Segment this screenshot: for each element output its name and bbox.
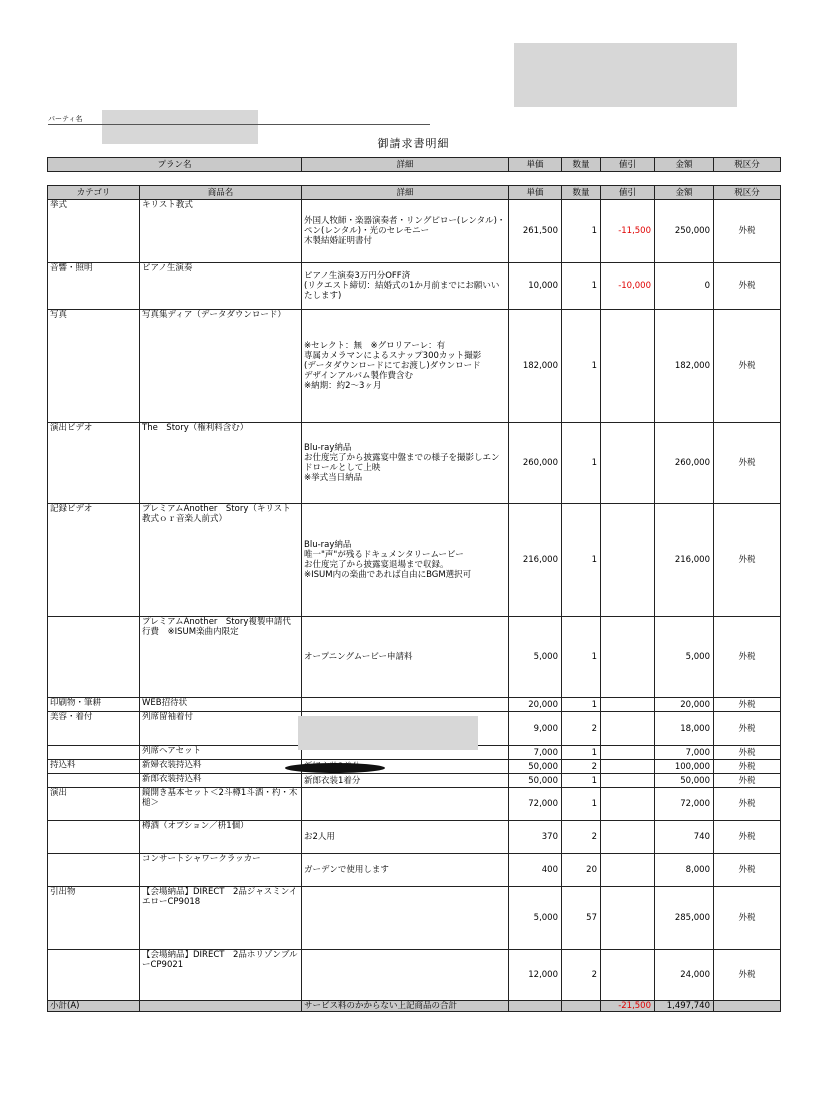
row-detail: Blu-ray納品 唯一"声"が残るドキュメンタリームービー お仕度完了から披露宴退場まで収録。 ※ISUM内の楽曲であれば自由にBGM選択可	[302, 504, 509, 617]
row-amount: 20,000	[655, 698, 714, 712]
row-tax: 外税	[714, 854, 781, 887]
row-amount: 72,000	[655, 788, 714, 821]
row-product: キリスト教式	[140, 200, 302, 263]
row-amount: 740	[655, 821, 714, 854]
row-product: 列席ヘアセット	[140, 746, 302, 760]
row-tax: 外税	[714, 746, 781, 760]
redacted-box-top-right	[514, 43, 737, 107]
items-header-cell: 数量	[562, 186, 601, 200]
row-discount: -10,000	[601, 263, 655, 310]
table-row	[48, 698, 781, 712]
table-row	[48, 263, 781, 310]
row-amount: 50,000	[655, 774, 714, 788]
row-product: 鏡開き基本セット＜2斗樽1斗酒・杓・木槌＞	[140, 788, 302, 821]
row-amount: 100,000	[655, 760, 714, 774]
plan-table	[47, 157, 781, 172]
row-product: 樽酒（オプション／枡1個）	[140, 821, 302, 854]
table-row	[48, 821, 781, 854]
row-tax: 外税	[714, 423, 781, 504]
row-discount	[601, 504, 655, 617]
subtotal-label: 小計(A)	[48, 1001, 140, 1012]
row-qty: 1	[562, 746, 601, 760]
row-discount	[601, 423, 655, 504]
row-price: 20,000	[509, 698, 562, 712]
row-product: コンサートシャワークラッカー	[140, 854, 302, 887]
subtotal-empty	[714, 1001, 781, 1012]
row-product: 新婦衣装持込料	[140, 760, 302, 774]
row-qty: 2	[562, 712, 601, 746]
subtotal-empty	[140, 1001, 302, 1012]
row-discount	[601, 821, 655, 854]
row-price: 50,000	[509, 760, 562, 774]
row-price: 10,000	[509, 263, 562, 310]
row-qty: 1	[562, 200, 601, 263]
row-tax: 外税	[714, 950, 781, 1001]
row-price: 50,000	[509, 774, 562, 788]
row-qty: 57	[562, 887, 601, 950]
row-tax: 外税	[714, 504, 781, 617]
row-product: WEB招待状	[140, 698, 302, 712]
row-detail: ピアノ生演奏3万円分OFF済 (リクエスト締切：結婚式の1か月前までにお願いいたします)	[302, 263, 509, 310]
subtotal-discount: -21,500	[601, 1001, 655, 1012]
row-discount	[601, 788, 655, 821]
row-category	[48, 950, 140, 1001]
row-qty: 20	[562, 854, 601, 887]
subtotal-empty	[509, 1001, 562, 1012]
row-detail	[302, 698, 509, 712]
row-category: 挙式	[48, 200, 140, 263]
items-header-cell: 単価	[509, 186, 562, 200]
row-amount: 182,000	[655, 310, 714, 423]
row-price: 260,000	[509, 423, 562, 504]
row-discount	[601, 712, 655, 746]
row-price: 7,000	[509, 746, 562, 760]
items-header-cell: 税区分	[714, 186, 781, 200]
row-category: 持込料	[48, 760, 140, 774]
plan-header-cell: 税区分	[714, 158, 781, 172]
plan-header-cell: 単価	[509, 158, 562, 172]
row-category: 印刷物・筆耕	[48, 698, 140, 712]
row-tax: 外税	[714, 698, 781, 712]
row-qty: 1	[562, 617, 601, 698]
subtotal-row	[48, 1001, 781, 1012]
row-qty: 1	[562, 788, 601, 821]
party-name-underline	[48, 124, 430, 125]
row-price: 5,000	[509, 887, 562, 950]
table-row	[48, 423, 781, 504]
row-tax: 外税	[714, 310, 781, 423]
plan-header-cell: 金額	[655, 158, 714, 172]
row-category	[48, 746, 140, 760]
plan-header-cell: 数量	[562, 158, 601, 172]
row-qty: 1	[562, 774, 601, 788]
row-category	[48, 617, 140, 698]
row-amount: 24,000	[655, 950, 714, 1001]
row-amount: 7,000	[655, 746, 714, 760]
items-header-cell: 商品名	[140, 186, 302, 200]
subtotal-detail: サービス料のかからない上記商品の合計	[302, 1001, 509, 1012]
row-price: 400	[509, 854, 562, 887]
row-category	[48, 821, 140, 854]
row-product: プレミアムAnother Story（キリスト教式ｏｒ音楽人前式）	[140, 504, 302, 617]
row-detail: 外国人牧師・楽器演奏者・リングピロー(レンタル)・ペン(レンタル)・光のセレモニー 木製結婚証明書付	[302, 200, 509, 263]
row-amount: 260,000	[655, 423, 714, 504]
row-qty: 2	[562, 760, 601, 774]
row-detail: Blu-ray納品 お仕度完了から披露宴中盤までの様子を撮影しエンドロールとして上映 ※挙式当日納品	[302, 423, 509, 504]
row-category: 美容・着付	[48, 712, 140, 746]
row-product: 【会場納品】DIRECT 2品ジャスミンイエローCP9018	[140, 887, 302, 950]
row-qty: 1	[562, 423, 601, 504]
subtotal-amount: 1,497,740	[655, 1001, 714, 1012]
row-qty: 1	[562, 263, 601, 310]
row-discount	[601, 617, 655, 698]
row-product: 新郎衣装持込料	[140, 774, 302, 788]
row-product: The Story（権利料含む）	[140, 423, 302, 504]
plan-header-cell: 詳細	[302, 158, 509, 172]
row-price: 261,500	[509, 200, 562, 263]
row-discount	[601, 760, 655, 774]
row-product: 列席留袖着付	[140, 712, 302, 746]
subtotal-empty	[562, 1001, 601, 1012]
row-price: 182,000	[509, 310, 562, 423]
table-row	[48, 200, 781, 263]
row-product: ピアノ生演奏	[140, 263, 302, 310]
row-price: 12,000	[509, 950, 562, 1001]
row-product: プレミアムAnother Story複製申請代行費 ※ISUM楽曲内限定	[140, 617, 302, 698]
plan-header-cell: プラン名	[48, 158, 302, 172]
items-header-cell: 値引	[601, 186, 655, 200]
row-detail	[302, 950, 509, 1001]
table-row	[48, 854, 781, 887]
table-row	[48, 950, 781, 1001]
table-row	[48, 617, 781, 698]
row-price: 72,000	[509, 788, 562, 821]
party-name-label: パーティ名	[48, 115, 83, 123]
document-title: 御請求書明細	[377, 137, 450, 150]
row-tax: 外税	[714, 760, 781, 774]
items-table-header	[48, 186, 781, 200]
table-row	[48, 887, 781, 950]
row-discount: -11,500	[601, 200, 655, 263]
row-qty: 2	[562, 950, 601, 1001]
redacted-detail-box	[298, 716, 478, 750]
row-tax: 外税	[714, 263, 781, 310]
items-header-cell: カテゴリ	[48, 186, 140, 200]
plan-header-cell: 値引	[601, 158, 655, 172]
row-tax: 外税	[714, 617, 781, 698]
row-price: 9,000	[509, 712, 562, 746]
row-discount	[601, 310, 655, 423]
row-qty: 1	[562, 310, 601, 423]
row-tax: 外税	[714, 887, 781, 950]
table-row	[48, 760, 781, 774]
row-detail: オープニングムービー申請料	[302, 617, 509, 698]
row-detail	[302, 887, 509, 950]
row-detail: 新郎衣装1着分	[302, 774, 509, 788]
row-price: 370	[509, 821, 562, 854]
row-amount: 8,000	[655, 854, 714, 887]
items-header-cell: 詳細	[302, 186, 509, 200]
row-category: 引出物	[48, 887, 140, 950]
row-qty: 2	[562, 821, 601, 854]
row-tax: 外税	[714, 788, 781, 821]
row-product: 写真集ディア（データダウンロード）	[140, 310, 302, 423]
row-category	[48, 774, 140, 788]
row-amount: 250,000	[655, 200, 714, 263]
row-detail: お2人用	[302, 821, 509, 854]
row-amount: 18,000	[655, 712, 714, 746]
row-product: 【会場納品】DIRECT 2品ホリゾンブルーCP9021	[140, 950, 302, 1001]
items-table	[47, 185, 781, 1012]
row-detail: ガーデンで使用します	[302, 854, 509, 887]
row-qty: 1	[562, 698, 601, 712]
row-detail: ※セレクト：無 ※グロリアーレ：有 専属カメラマンによるスナップ300カット撮影 (データダウンロードにてお渡し)ダウンロード デザインアルバム製作費含む ※納期：約2〜3ヶ月	[302, 310, 509, 423]
items-body	[48, 200, 781, 1001]
row-category: 写真	[48, 310, 140, 423]
row-category: 演出	[48, 788, 140, 821]
row-tax: 外税	[714, 821, 781, 854]
table-row	[48, 788, 781, 821]
redaction-shadow	[285, 763, 385, 773]
row-discount	[601, 950, 655, 1001]
row-qty: 1	[562, 504, 601, 617]
row-tax: 外税	[714, 774, 781, 788]
items-header-cell: 金額	[655, 186, 714, 200]
row-tax: 外税	[714, 712, 781, 746]
row-category	[48, 854, 140, 887]
row-amount: 216,000	[655, 504, 714, 617]
row-discount	[601, 698, 655, 712]
table-row	[48, 504, 781, 617]
row-category: 記録ビデオ	[48, 504, 140, 617]
table-row	[48, 310, 781, 423]
table-row	[48, 774, 781, 788]
plan-table-header	[48, 158, 781, 172]
row-discount	[601, 746, 655, 760]
row-price: 216,000	[509, 504, 562, 617]
row-discount	[601, 774, 655, 788]
row-detail	[302, 788, 509, 821]
row-price: 5,000	[509, 617, 562, 698]
row-amount: 5,000	[655, 617, 714, 698]
row-category: 音響・照明	[48, 263, 140, 310]
row-discount	[601, 854, 655, 887]
row-amount: 285,000	[655, 887, 714, 950]
row-amount: 0	[655, 263, 714, 310]
row-discount	[601, 887, 655, 950]
row-category: 演出ビデオ	[48, 423, 140, 504]
row-tax: 外税	[714, 200, 781, 263]
